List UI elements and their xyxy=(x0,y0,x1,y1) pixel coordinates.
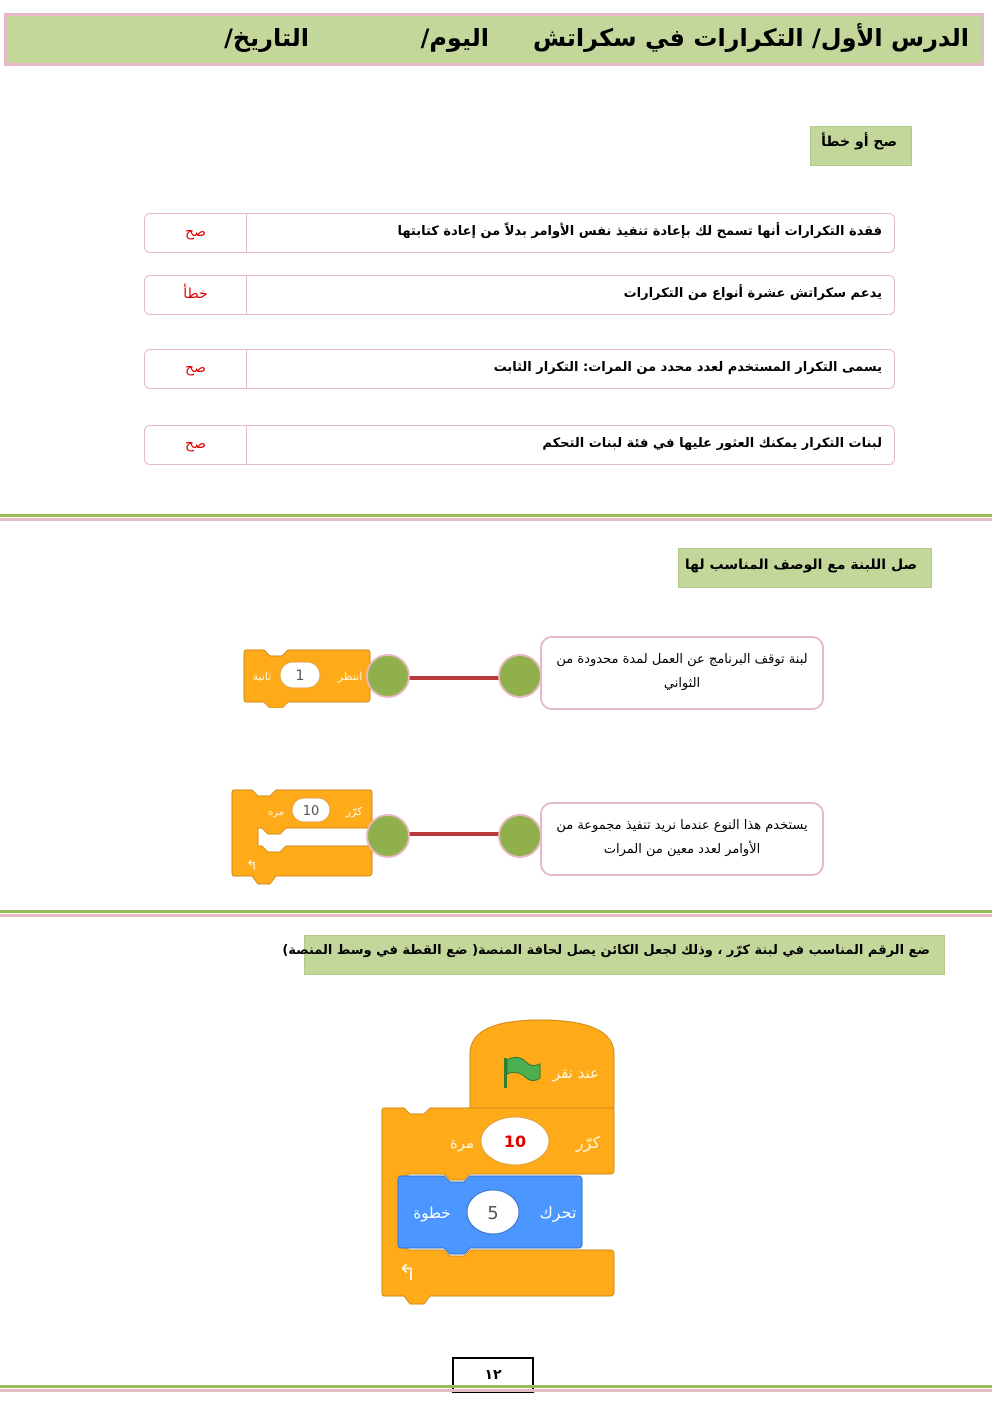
matching-heading: صل اللبنة مع الوصف المناسب لها xyxy=(678,548,932,588)
date-label: التاريخ/ xyxy=(224,24,309,52)
repeat-block[interactable] xyxy=(230,788,375,888)
tf-statement: فقدة التكرارات أنها تسمح لك بإعادة تنفيذ نفس الأوامر بدلاً من إعادة كتابتها xyxy=(246,214,894,252)
repeat-label: كرّر xyxy=(575,1133,601,1152)
match-description-text: لبنة توقف البرنامج عن العمل لمدة محدودة من الثواني xyxy=(556,652,808,691)
exercise-heading: ضع الرقم المناسب في لبنة كرّر ، وذلك لجعل الكائن يصل لحافة المنصة( ضع القطة في وسط المنصة) xyxy=(304,935,945,975)
section-divider xyxy=(0,910,992,918)
hat-label: عند نقر xyxy=(552,1064,600,1082)
wait-unit: ثانية xyxy=(252,670,272,683)
wait-block[interactable] xyxy=(242,648,372,708)
repeat-answer-value[interactable]: 10 xyxy=(503,1132,527,1151)
move-label: تحرك xyxy=(539,1203,577,1222)
repeat-small-keyword: كرّر xyxy=(345,805,363,818)
day-label: اليوم/ xyxy=(420,24,489,52)
tf-row xyxy=(144,275,895,315)
footer-divider xyxy=(0,1385,992,1393)
worksheet-header xyxy=(4,13,984,66)
tf-statement: لبنات التكرار يمكنك العثور عليها في فئة لبنات التحكم xyxy=(246,426,894,464)
repeat-small-value: 10 xyxy=(302,804,320,819)
tf-row xyxy=(144,213,895,253)
tf-row xyxy=(144,349,895,389)
match-description-text: يستخدم هذا النوع عندما نريد تنفيذ مجموعة من الأوامر لعدد معين من المرات xyxy=(556,818,808,857)
tf-row xyxy=(144,425,895,465)
wait-value: 1 xyxy=(295,668,305,684)
lesson-title: الدرس الأول/ التكرارات في سكراتش xyxy=(532,24,969,52)
tf-answer[interactable]: صح xyxy=(185,224,206,240)
loop-arrow-icon: ↰ xyxy=(398,1261,417,1286)
match-connector-1[interactable] xyxy=(365,652,545,700)
move-unit: خطوة xyxy=(413,1204,451,1222)
repeat-small-unit: مره xyxy=(267,807,285,818)
match-connector-2[interactable] xyxy=(365,812,545,860)
page-number: ١٢ xyxy=(452,1357,534,1393)
scratch-script[interactable] xyxy=(380,1014,620,1314)
match-description xyxy=(540,636,824,710)
tf-statement: يسمى التكرار المستخدم لعدد محدد من المرات: التكرار الثابت xyxy=(246,350,894,388)
tf-answer[interactable]: صح xyxy=(185,360,206,376)
tf-answer[interactable]: صح xyxy=(185,436,206,452)
wait-keyword: انتظر xyxy=(337,670,363,683)
section-divider xyxy=(0,514,992,522)
repeat-unit: مرة xyxy=(449,1134,475,1152)
tf-answer[interactable]: خطأ xyxy=(183,286,208,302)
true-false-heading: صح أو خطأ xyxy=(810,126,912,166)
loop-arrow-icon: ↰ xyxy=(246,858,258,874)
move-value: 5 xyxy=(487,1203,499,1224)
match-description xyxy=(540,802,824,876)
tf-statement: يدعم سكراتش عشرة أنواع من التكرارات xyxy=(246,276,894,314)
